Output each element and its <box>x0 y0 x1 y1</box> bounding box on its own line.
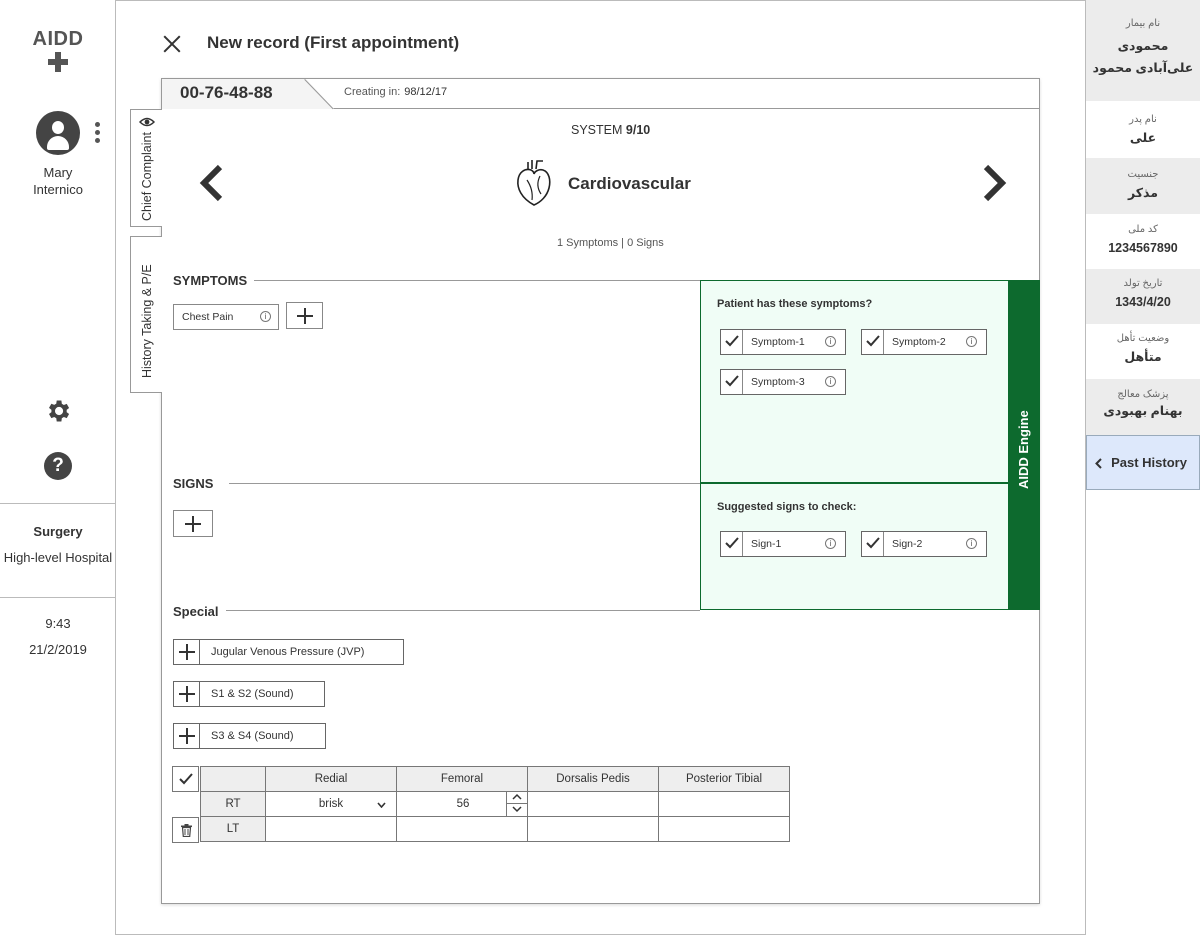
chevron-left-icon <box>1095 458 1102 469</box>
tab-label: Chief Complaint <box>140 132 154 221</box>
table-header-row <box>201 767 790 792</box>
divider <box>229 483 700 484</box>
symptom-sign-counts: 1 Symptoms | 0 Signs <box>557 237 664 249</box>
chevron-left-icon[interactable] <box>196 163 226 203</box>
info-icon[interactable]: i <box>825 538 836 549</box>
more-options-icon[interactable] <box>94 122 102 146</box>
add-icon[interactable] <box>174 724 200 748</box>
checkbox[interactable] <box>862 532 884 556</box>
user-name: Mary Internico <box>33 165 83 197</box>
checkbox[interactable] <box>721 330 743 354</box>
info-icon[interactable]: i <box>966 336 977 347</box>
national-id-block: کد ملی 1234567890 <box>1108 224 1178 255</box>
suggested-symptom[interactable]: Symptom-3 i <box>720 369 846 395</box>
number-stepper[interactable] <box>506 792 527 816</box>
doctor-block: پزشک معالج بهنام بهبودی <box>1086 379 1200 435</box>
suggested-symptom[interactable]: Symptom-2 i <box>861 329 987 355</box>
tab-label: History Taking & P/E <box>140 264 154 378</box>
stepper-down-icon[interactable] <box>512 806 522 813</box>
special-exam-row[interactable]: Jugular Venous Pressure (JVP) <box>173 639 404 665</box>
divider <box>0 503 116 504</box>
gender-block: جنسیت مذکر <box>1086 158 1200 214</box>
column-header: Redial <box>266 767 397 792</box>
birth-date-block: تاریخ تولد 1343/4/20 <box>1086 269 1200 324</box>
close-icon[interactable] <box>160 32 184 56</box>
tab-history-taking[interactable] <box>130 236 162 393</box>
divider <box>226 610 700 611</box>
row-label: LT <box>201 817 266 842</box>
delete-button[interactable] <box>172 817 199 843</box>
suggested-sign[interactable]: Sign-1 i <box>720 531 846 557</box>
add-icon[interactable] <box>174 640 200 664</box>
symptoms-question: Patient has these symptoms? <box>717 298 873 310</box>
eye-icon <box>139 116 155 128</box>
info-icon[interactable]: i <box>825 336 836 347</box>
divider <box>0 597 116 598</box>
special-exam-row[interactable]: S3 & S4 (Sound) <box>173 723 326 749</box>
check-icon <box>725 335 739 347</box>
posterior-tibial-cell[interactable] <box>659 817 790 842</box>
system-indicator: SYSTEM 9/10 <box>571 123 651 137</box>
column-header: Posterior Tibial <box>659 767 790 792</box>
father-name-block: نام پدر علی <box>1129 114 1157 145</box>
help-icon[interactable]: ? <box>44 452 72 480</box>
settings-gear-icon[interactable] <box>44 397 72 425</box>
hospital-name: High-level Hospital <box>3 550 113 565</box>
special-heading: Special <box>173 604 219 619</box>
chevron-right-icon[interactable] <box>980 163 1010 203</box>
special-exam-row[interactable]: S1 & S2 (Sound) <box>173 681 325 707</box>
aidd-engine-title: AIDD Engine <box>1016 410 1031 489</box>
dorsalis-pedis-cell[interactable] <box>528 817 659 842</box>
marital-status-block: وضعیت تأهل متأهل <box>1116 333 1170 364</box>
row-label: RT <box>201 792 266 817</box>
page-title: New record (First appointment) <box>207 33 460 52</box>
femoral-input[interactable]: 56 <box>397 792 528 817</box>
signs-question: Suggested signs to check: <box>717 501 857 513</box>
checkbox[interactable] <box>721 370 743 394</box>
table-row <box>201 817 790 842</box>
divider <box>254 280 700 281</box>
tab-chief-complaint[interactable] <box>130 109 162 227</box>
dorsalis-pedis-cell[interactable] <box>528 792 659 817</box>
department-name: Surgery <box>33 524 83 539</box>
posterior-tibial-cell[interactable] <box>659 792 790 817</box>
add-sign-button[interactable] <box>173 510 213 537</box>
column-header: Dorsalis Pedis <box>528 767 659 792</box>
check-icon <box>725 375 739 387</box>
clock-time: 9:43 <box>45 616 71 631</box>
checkbox[interactable] <box>721 532 743 556</box>
logo-plus-icon <box>46 52 70 72</box>
check-icon <box>866 335 880 347</box>
info-icon[interactable]: i <box>966 538 977 549</box>
signs-heading: SIGNS <box>173 476 214 491</box>
record-id: 00-76-48-88 <box>180 83 273 102</box>
creating-info: Creating in: 98/12/17 <box>344 86 448 98</box>
patient-name-block: نام بیمار محمودی علی‌آبادی محمود <box>1086 0 1200 101</box>
info-icon[interactable]: i <box>260 311 271 322</box>
heart-organ-icon <box>515 158 553 208</box>
femoral-cell[interactable] <box>397 817 528 842</box>
avatar[interactable] <box>36 111 80 155</box>
chevron-down-icon <box>377 802 386 808</box>
add-icon[interactable] <box>174 682 200 706</box>
divider <box>700 482 1009 484</box>
clock-date: 21/2/2019 <box>29 642 87 657</box>
pulse-table <box>200 766 790 842</box>
stepper-up-icon[interactable] <box>512 793 522 800</box>
confirm-button[interactable] <box>172 766 199 792</box>
suggested-symptom[interactable]: Symptom-1 i <box>720 329 846 355</box>
patient-info-sidebar <box>1085 0 1200 935</box>
system-name: Cardiovascular <box>568 174 691 193</box>
redial-cell[interactable] <box>266 817 397 842</box>
left-sidebar <box>0 0 116 935</box>
corner-cell <box>201 767 266 792</box>
column-header: Femoral <box>397 767 528 792</box>
table-row <box>201 792 790 817</box>
check-icon <box>866 537 880 549</box>
past-history-button[interactable]: Past History <box>1086 435 1200 490</box>
symptoms-heading: SYMPTOMS <box>173 273 248 288</box>
suggested-sign[interactable]: Sign-2 i <box>861 531 987 557</box>
checkbox[interactable] <box>862 330 884 354</box>
add-symptom-button[interactable] <box>286 302 323 329</box>
check-icon <box>725 537 739 549</box>
check-icon <box>179 773 193 785</box>
trash-icon <box>181 824 192 837</box>
app-logo: AIDD <box>32 28 84 50</box>
info-icon[interactable]: i <box>825 376 836 387</box>
symptom-chip[interactable]: Chest Pain i <box>173 304 279 330</box>
redial-select[interactable]: brisk <box>266 792 397 817</box>
